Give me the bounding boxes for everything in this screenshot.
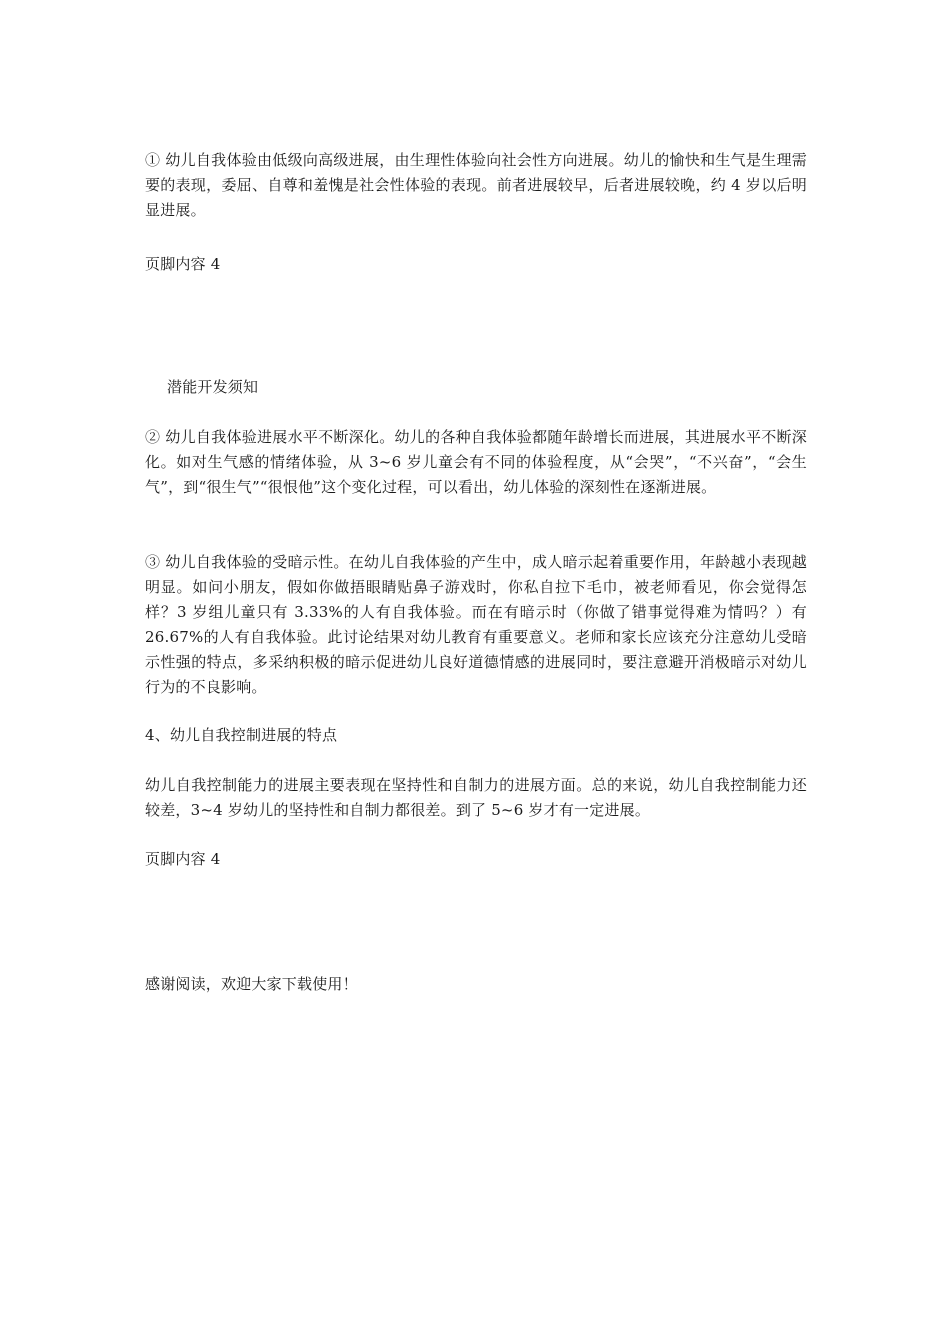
closing-note: 感谢阅读，欢迎大家下载使用！ bbox=[145, 975, 358, 993]
paragraph-self-control: 幼儿自我控制能力的进展主要表现在坚持性和自制力的进展方面。总的来说，幼儿自我控制能力还较差，3~4 岁幼儿的坚持性和自制力都很差。到了 5~6 岁才有一定进展。 bbox=[145, 776, 807, 819]
page-header: 潜能开发须知 bbox=[167, 378, 259, 396]
section-heading: 4、幼儿自我控制进展的特点 bbox=[145, 726, 338, 744]
paragraph-self-experience-2: ② 幼儿自我体验进展水平不断深化。幼儿的各种自我体验都随年龄增长而进展，其进展水平不断深化。如对生气感的情绪体验，从 3~6 岁儿童会有不同的体验程度，从“会哭”，“不兴奋”，“会生气”，到“很生气”“很恨他”这个变化过程，可以看出，幼儿体验的深刻性在逐渐进展。 bbox=[145, 428, 807, 496]
page-footer: 页脚内容 4 bbox=[145, 850, 221, 868]
paragraph-self-experience-3: ③ 幼儿自我体验的受暗示性。在幼儿自我体验的产生中，成人暗示起着重要作用，年龄越小表现越明显。如问小朋友，假如你做捂眼睛贴鼻子游戏时，你私自拉下毛巾，被老师看见，你会觉得怎样？3 岁组儿童只有 3.33%的人有自我体验。而在有暗示时（你做了错事觉得难为情吗？）有 26.67%的人有自我体验。此讨论结果对幼儿教育有重要意义。老师和家长应该充分注意幼儿受暗示性强的特点，多采纳积极的暗示促进幼儿良好道德情感的进展同时，要注意避开消极暗示对幼儿行为的不良影响。 bbox=[145, 553, 807, 696]
page-footer: 页脚内容 4 bbox=[145, 255, 221, 273]
paragraph-self-experience-1: ① 幼儿自我体验由低级向高级进展，由生理性体验向社会性方向进展。幼儿的愉快和生气是生理需要的表现，委屈、自尊和羞愧是社会性体验的表现。前者进展较早，后者进展较晚，约 4 岁以后明显进展。 bbox=[145, 151, 807, 219]
